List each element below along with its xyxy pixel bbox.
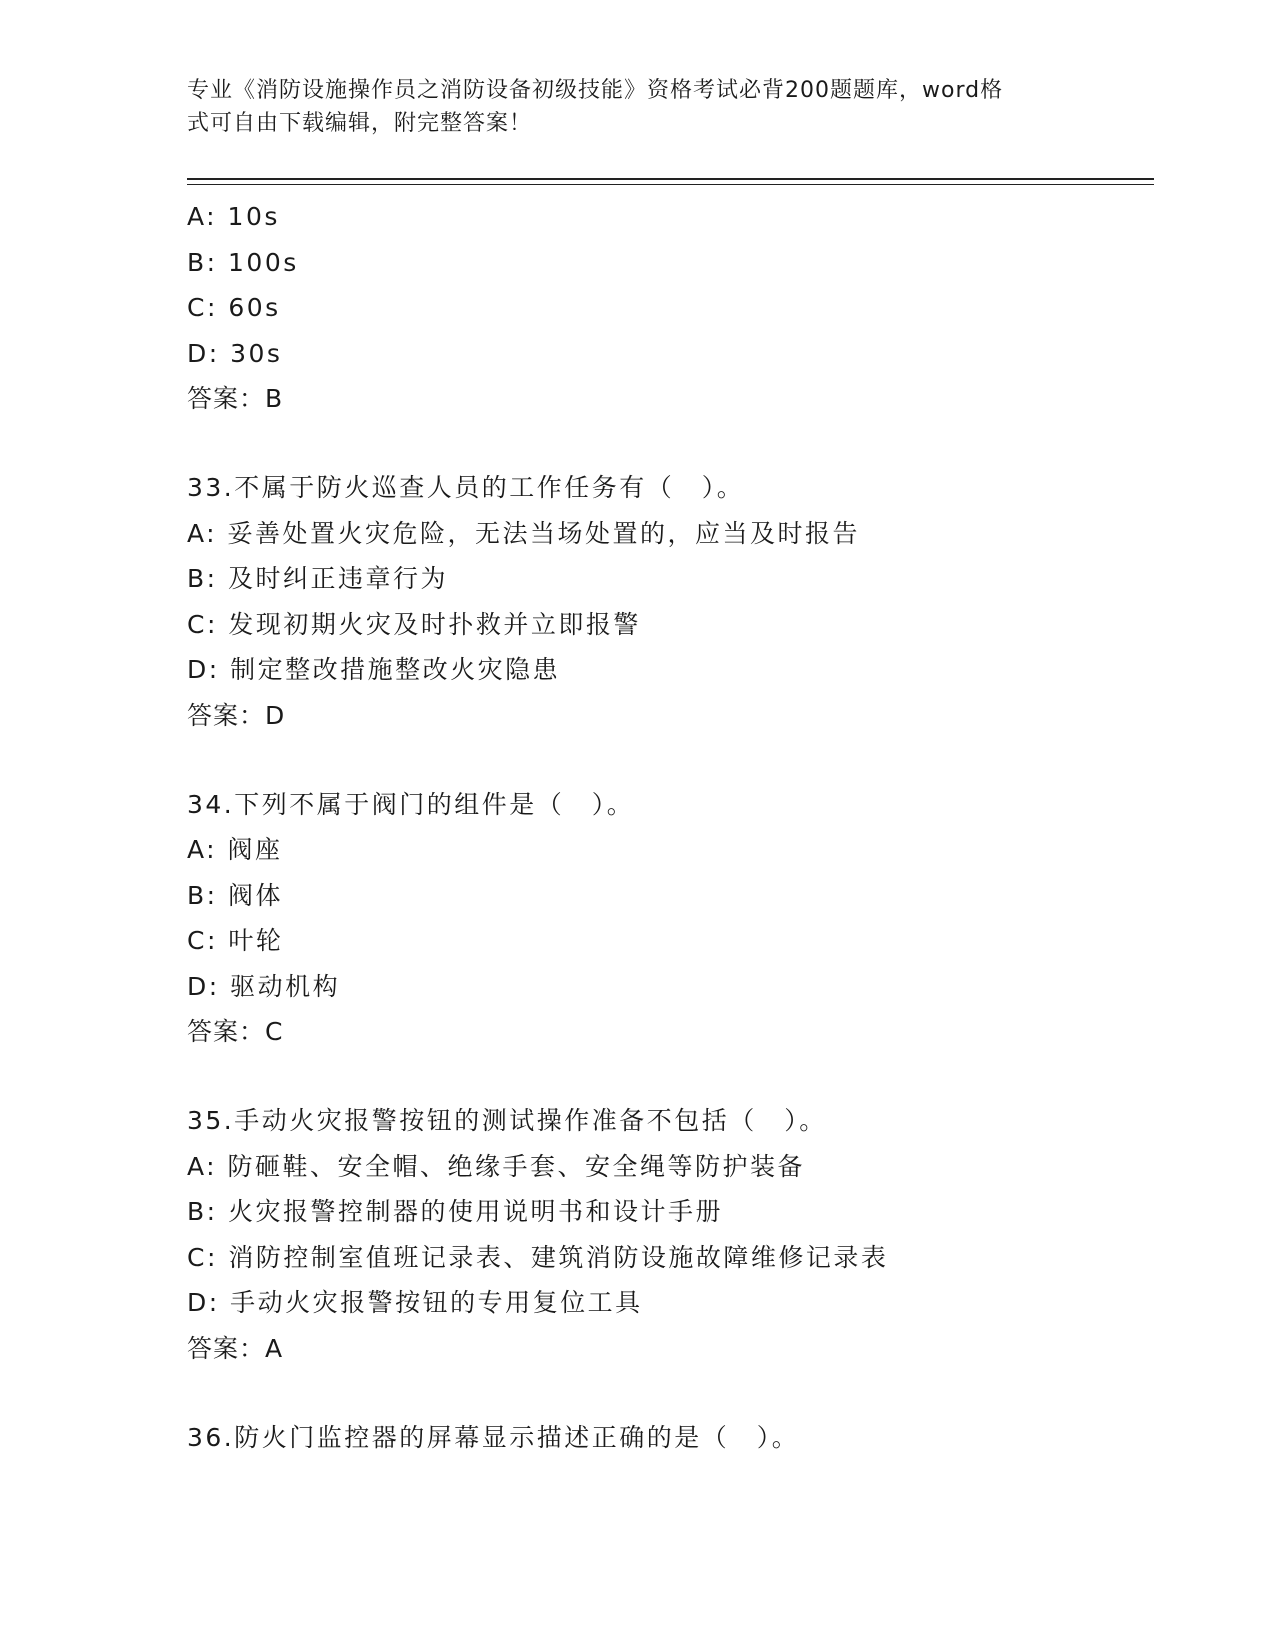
option-d: D: 制定整改措施整改火灾隐患 bbox=[187, 655, 561, 684]
option-d: D: 手动火灾报警按钮的专用复位工具 bbox=[187, 1288, 643, 1317]
option-c: C: 消防控制室值班记录表、建筑消防设施故障维修记录表 bbox=[187, 1242, 889, 1272]
option-a: A: 10s bbox=[187, 202, 280, 231]
question-36 bbox=[187, 1415, 1147, 1461]
question-35 bbox=[187, 1098, 1147, 1371]
option-a: A: 防砸鞋、安全帽、绝缘手套、安全绳等防护装备 bbox=[187, 1151, 806, 1181]
option-b: B: 火灾报警控制器的使用说明书和设计手册 bbox=[187, 1197, 724, 1226]
option-c: C: 发现初期火灾及时扑救并立即报警 bbox=[187, 609, 641, 639]
question-34 bbox=[187, 782, 1147, 1055]
option-b: B: 100s bbox=[187, 247, 299, 277]
question-33 bbox=[187, 465, 1147, 738]
option-b: B: 阀体 bbox=[187, 880, 284, 910]
question-32-options bbox=[187, 194, 1147, 422]
option-d: D: 30s bbox=[187, 338, 283, 368]
option-c: C: 叶轮 bbox=[187, 926, 284, 955]
question-stem: 34.下列不属于阀门的组件是（ ）。 bbox=[187, 789, 635, 819]
option-d: D: 驱动机构 bbox=[187, 971, 341, 1001]
option-b: B: 及时纠正违章行为 bbox=[187, 564, 449, 593]
header-line-2: 式可自由下载编辑，附完整答案！ bbox=[187, 111, 533, 136]
question-stem: 36.防火门监控器的屏幕显示描述正确的是（ ）。 bbox=[187, 1422, 800, 1452]
question-stem: 33.不属于防火巡查人员的工作任务有（ ）。 bbox=[187, 473, 745, 502]
header-line-1: 专业《消防设施操作员之消防设备初级技能》资格考试必背200题题库，word格 bbox=[187, 78, 1004, 103]
option-a: A: 阀座 bbox=[187, 835, 283, 864]
answer: 答案：A bbox=[187, 1333, 284, 1363]
question-list bbox=[187, 194, 1147, 1460]
answer: 答案：B bbox=[187, 384, 284, 413]
question-stem: 35.手动火灾报警按钮的测试操作准备不包括（ ）。 bbox=[187, 1106, 827, 1135]
answer: 答案：C bbox=[187, 1017, 284, 1046]
page-header bbox=[187, 74, 1067, 140]
header-double-rule bbox=[187, 178, 1154, 185]
answer: 答案：D bbox=[187, 700, 286, 730]
option-a: A: 妥善处置火灾危险，无法当场处置的，应当及时报告 bbox=[187, 518, 861, 548]
option-c: C: 60s bbox=[187, 293, 281, 322]
